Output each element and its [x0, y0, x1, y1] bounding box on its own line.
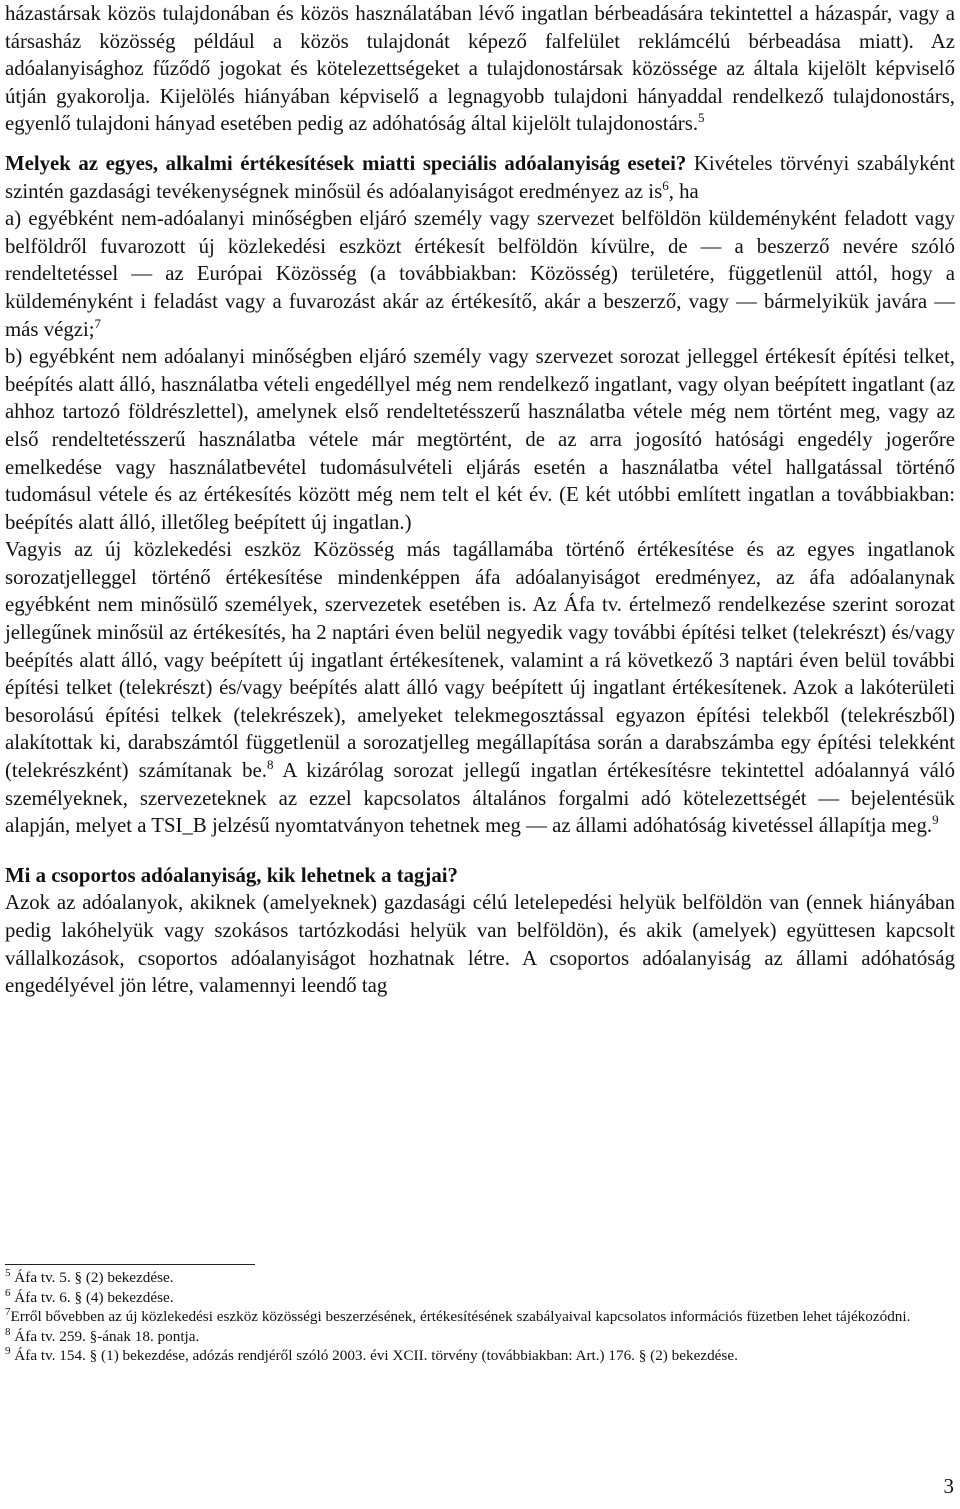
footnote-text: Áfa tv. 5. § (2) bekezdése. [10, 1269, 174, 1286]
paragraph-text: A kizárólag sorozat jellegű ingatlan értékesítésre tekintettel adóalannyá váló személyeknek, szervezeteknek az ezzel kapcsolatos általános forgalmi adó kötelezettségét — bejelentésük alapján, melyet a TSI_B jelzésű nyomtatványon tehetnek meg — az állami adóhatóság kivetéssel állapítja meg. [5, 759, 956, 838]
paragraph-text: házastársak közös tulajdonában és közös használatában lévő ingatlan bérbeadására tekintettel a házaspár, vagy a társasház közösség például a közös tulajdonát képező falfelület reklámcélú bérbeadása miatt). Az adóalanyisághoz fűződő jogokat és kötelezettségeket a tulajdonostársak közössége az általa kijelölt képviselő útján gyakorolja. Kijelölés hiányában képviselő a legnagyobb tulajdoni hányaddal rendelkező tulajdonostárs, egyenlő tulajdoni hányad esetében pedig az adóhatóság által kijelölt tulajdonostárs. [5, 2, 955, 136]
footnote-ref[interactable]: 6 [662, 177, 669, 193]
paragraph-text: Vagyis az új közlekedési eszköz Közösség más tagállamába történő értékesítése és az egyes ingatlanok sorozatjelleggel történő értékesítése mindenképpen áfa adóalanyiságot eredményez, az áfa adóalanynak egyébként nem minősülő személyek, szervezetek esetében is. Az Áfa tv. értelmező rendelkezése szerint sorozat jellegűnek minősül az értékesítés, ha 2 naptári éven belül negyedik vagy további építési telket (telekrészt) és/vagy beépítés alatt álló, vagy beépített új ingatlant értékesítenek, valamint a rá következő 3 naptári éven belül további építési telket (telekrészt) és/vagy beépítés alatt álló vagy beépített új ingatlant értékesítenek. Azok a lakóterületi besorolású építési telkek (telekrészek), amelyeket telekmegosztással egyazon építési telekből (telekrészből) alakítottak ki, darabszámtól függetlenül a sorozatjelleg megállapítása során a darabszámba egy építési telekként (telekrészként) számítanak be. [5, 538, 955, 783]
footnote-text: Áfa tv. 154. § (1) bekezdése, adózás rendjéről szóló 2003. évi XCII. törvény (továbbiakban: Art.) 176. § (2) bekezdése. [10, 1347, 738, 1365]
paragraph-text: b) egyébként nem adóalanyi minőségben eljáró személy vagy szervezet sorozat jelleggel értékesít építési telket, beépítés alatt álló, használatba vételi engedéllyel még nem rendelkező ingatlant, vagy olyan beépített ingatlant (az ahhoz tartozó földrészlettel), amelynek első rendeltetésszerű használatba vétele még nem történt meg, vagy az első rendeltetésszerű használatba vétele már megtörtént, de az arra jogosító hatósági engedély jogerőre emelkedése vagy használatbevétel tudomásulvételi eljárás esetén a használatba vétel hallgatással történő tudomásul vétele és az értékesítés között még nem telt el két év. (E két utóbbi említett ingatlan a továbbiakban: beépítés alatt álló, illetőleg beépített új ingatlan.) [5, 345, 955, 534]
section-question-group: Mi a csoportos adóalanyiság, kik lehetnek a tagjai? [5, 863, 458, 887]
footnote-ref[interactable]: 7 [94, 315, 102, 331]
footnote-item [5, 1268, 955, 1288]
footnote-item [5, 1346, 955, 1366]
footnote-text: Erről bővebben az új közlekedési eszköz közösségi beszerzésének, értékesítésének szabályaival kapcsolatos információs füzetben lehet tájékozódni. [10, 1308, 911, 1326]
footnote-number: 8 [5, 1325, 11, 1338]
body-text [5, 0, 955, 1000]
paragraph-text: Azok az adóalanyok, akiknek (amelyeknek) gazdasági célú letelepedési helyük belföldön van (ennek hiányában pedig lakóhelyük vagy szokásos tartózkodási helyük van belföldön), és akik (amelyek) együttesen kapcsolt vállalkozások, csoportos adóalanyiságot hozhatnak létre. A csoportos adóalanyiság az állami adóhatóság engedélyével jön létre, valamennyi leendő tag [5, 891, 955, 998]
footnote-text: Áfa tv. 6. § (4) bekezdése. [10, 1288, 174, 1306]
footnote-ref[interactable]: 5 [698, 110, 705, 126]
paragraph-text: a) egyébként nem-adóalanyi minőségben eljáró személy vagy szervezet belföldön küldeményként feladott vagy belföldről fuvarozott új közlekedési eszközt értékesít belföldön kívülre, de — a beszerző nevére szóló rendeltetéssel — az Európai Közösség (a továbbiakban: Közösség) területére, függetlenül attól, hogy a küldeményként i feladást vagy a fuvarozást akár az értékesítő, akár a beszerző, vagy — bármelyikük javára — más végzi; [5, 207, 955, 341]
page-number: 3 [943, 1474, 954, 1498]
footnote-text: Áfa tv. 259. §-ának 18. pontja. [10, 1327, 200, 1345]
paragraph-group-taxation [5, 889, 955, 999]
paragraph-intro [5, 0, 955, 138]
footnote-number: 7 [5, 1306, 11, 1319]
paragraph-special-cases [5, 150, 955, 205]
footnote-item [5, 1307, 955, 1327]
footnote-ref[interactable]: 8 [266, 757, 274, 773]
footnote-separator [5, 1264, 255, 1265]
footnote-item [5, 1327, 955, 1347]
paragraph-text: , ha [668, 179, 699, 203]
section-question: Melyek az egyes, alkalmi értékesítések miatti speciális adóalanyiság esetei? [5, 151, 687, 175]
paragraph-series-sale [5, 536, 955, 840]
footnote-item [5, 1288, 955, 1308]
footnote-number: 9 [5, 1345, 11, 1358]
list-item-a [5, 205, 955, 343]
footnote-ref[interactable]: 9 [932, 812, 939, 828]
footnotes [5, 1268, 955, 1366]
list-item-b [5, 343, 955, 536]
footnote-number: 6 [5, 1286, 11, 1299]
footnote-number: 5 [5, 1267, 11, 1279]
paragraph-text: Kivételes törvényi szabályként szintén gazdasági tevékenységnek minősül és adóalanyiságot eredményez az is [5, 151, 955, 203]
